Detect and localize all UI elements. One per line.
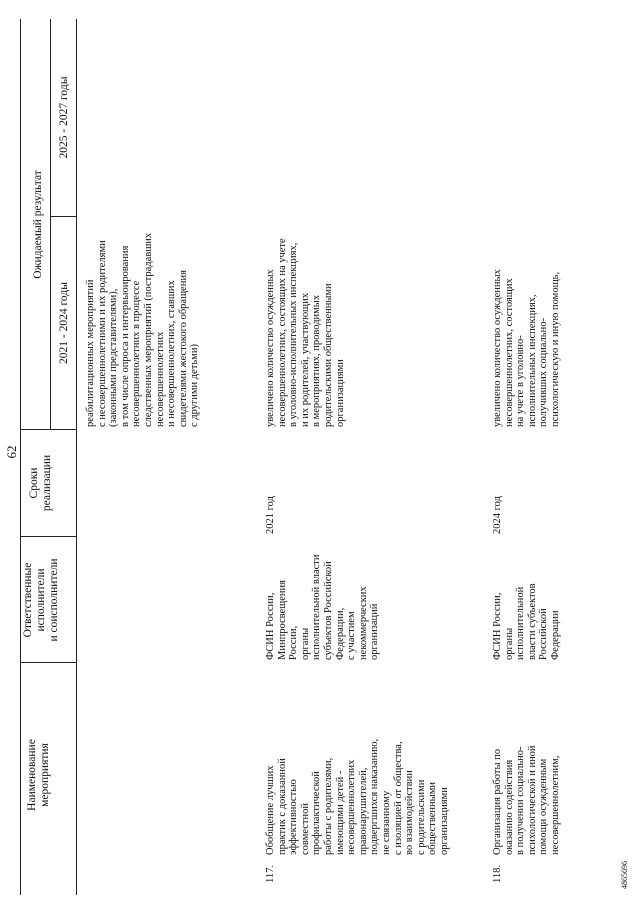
header-period-2021-2024: 2021 - 2024 годы bbox=[58, 282, 70, 364]
header-terms: Сроки реализации bbox=[28, 454, 53, 512]
header-period-2025-2027: 2025 - 2027 годы bbox=[58, 76, 70, 159]
continuation-result-text: реабилитационных мероприятий с несовершеннолетними и их родителями (законными представителями), в том числе опроса и интервьюирования несовершеннолетних в процессе следственных мероприятий (пострадавших несовершеннолетних и несовершеннолетних, ставших свидетелями жестокого обращения с другими детьми) bbox=[85, 232, 201, 427]
col-divider-3 bbox=[20, 429, 76, 430]
document-id: 4865696 bbox=[620, 861, 629, 889]
row-117-responsible: ФСИН России, Минпросвещения России, органы исполнительной власти субъектов Российской Федерации, с участием некоммерческих организаций bbox=[265, 554, 381, 660]
expected-subheader-border bbox=[50, 19, 51, 430]
header-name: Наименование мероприятия bbox=[26, 739, 51, 811]
row-118-responsible: ФСИН России, органы исполнительной власти субъектов Российской Федерации bbox=[492, 583, 561, 660]
row-118-number: 118. bbox=[492, 865, 503, 883]
page-number: 62 bbox=[4, 445, 19, 459]
table-top-border bbox=[20, 19, 21, 895]
row-118-name: Организация работы по оказанию содействия в получении социально- психологической и иной помощи осужденным несовершеннолетним, bbox=[492, 745, 561, 855]
row-118-result: увеличено количество осужденных несовершеннолетних, состоящих на учете в уголовно- исполнительных инспекциях, получивших социально- психологическую и иную помощь, bbox=[492, 269, 561, 427]
col-divider-1 bbox=[20, 662, 76, 663]
row-117-term: 2021 год bbox=[265, 496, 276, 534]
row-117-name: Обобщение лучших практик с доказанной эффективностью совместной профилактической работы с родителями, имеющими детей - несовершеннолетних правонарушителей, подвергшихся наказанию, не связанному с изоляцией от общества, во взаимодействии с родительскими общественными организациями bbox=[265, 738, 450, 855]
row-117-number: 117. bbox=[265, 865, 276, 883]
header-responsible: Ответственные исполнители и соисполнители bbox=[22, 558, 60, 642]
row-117-result: увеличено количество осужденных несовершеннолетних, состоящих на учете в уголовно-исполнительных инспекциях, и их родителей, участвующих в мероприятиях, проводимых родительскими общественными организациями bbox=[265, 238, 346, 427]
col-divider-2 bbox=[20, 536, 76, 537]
row-118-term: 2024 год bbox=[492, 496, 503, 534]
header-expected-result: Ожидаемый результат bbox=[32, 170, 44, 279]
header-bottom-border bbox=[76, 19, 77, 895]
